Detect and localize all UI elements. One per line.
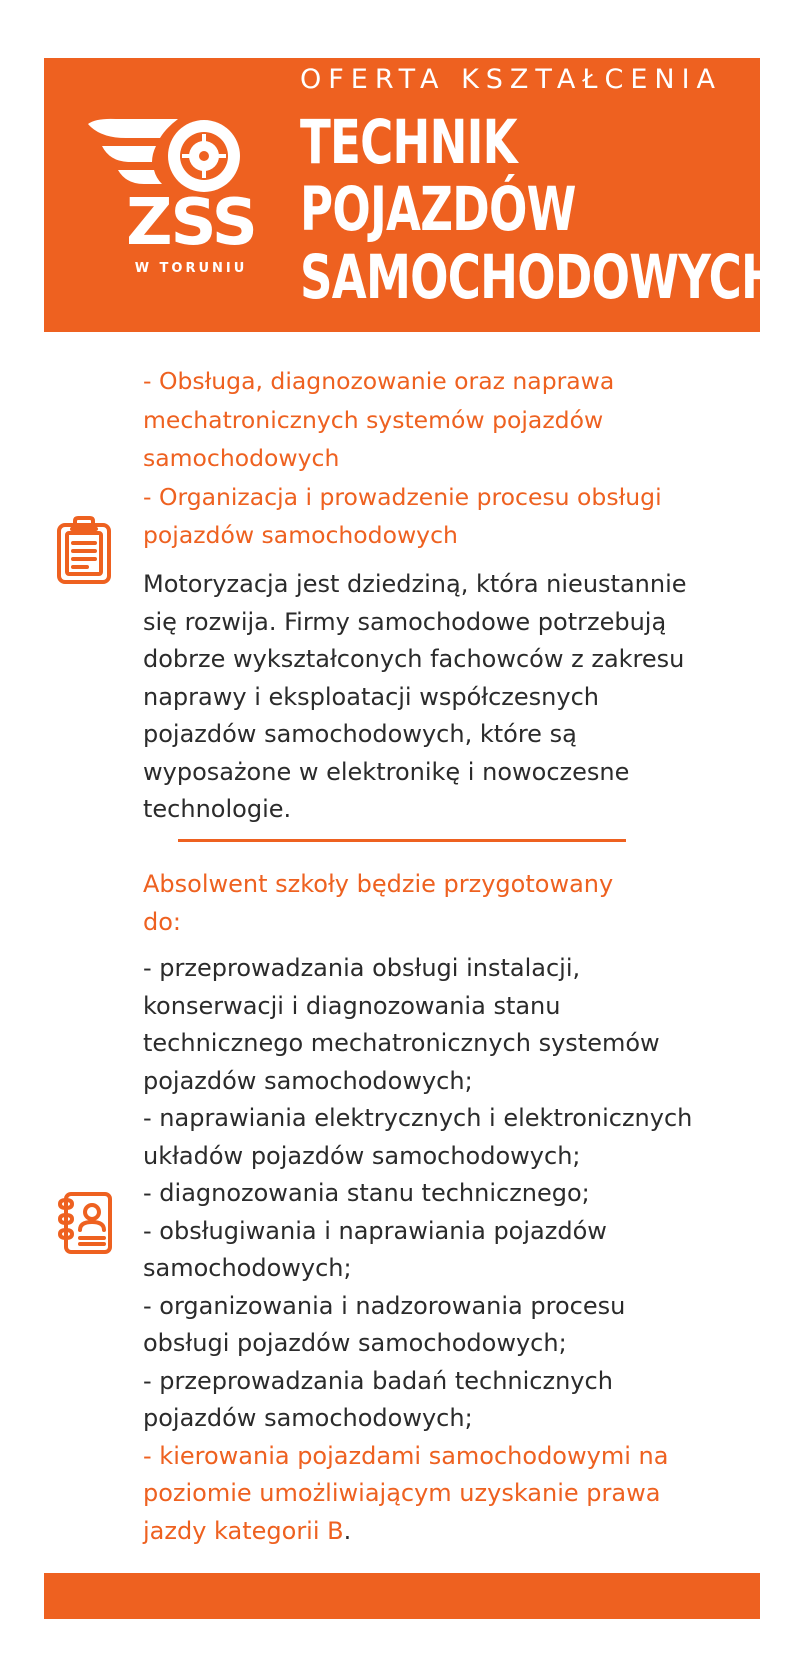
- intro-body-line: Motoryzacja jest dziedziną, która nieustannie: [143, 570, 687, 598]
- duty-line: pojazdów samochodowych;: [143, 1404, 473, 1432]
- title-line-2: POJAZDÓW: [300, 174, 576, 245]
- footer-bar: [44, 1573, 760, 1619]
- duty-line: - diagnozowania stanu technicznego;: [143, 1179, 590, 1207]
- duty-highlight-line: - kierowania pojazdami samochodowymi na: [143, 1441, 669, 1470]
- final-period: .: [343, 1516, 352, 1545]
- duty-line: - przeprowadzania badań technicznych: [143, 1366, 613, 1395]
- clipboard-icon: [56, 515, 112, 585]
- notebook-icon: [56, 1188, 112, 1258]
- offer-kicker: OFERTA KSZTAŁCENIA: [300, 64, 723, 95]
- intro-highlight-line: - Organizacja i prowadzenie procesu obsługi: [143, 482, 662, 511]
- section-divider: [178, 839, 626, 842]
- intro-highlight-line: pojazdów samochodowych: [143, 521, 458, 549]
- duty-highlight-line: poziomie umożliwiającym uzyskanie prawa: [143, 1479, 661, 1507]
- graduate-heading: [143, 866, 743, 941]
- school-logo: [86, 116, 296, 276]
- intro-highlight-line: - Obsługa, diagnozowanie oraz naprawa: [143, 367, 615, 395]
- graduate-heading-line: do:: [143, 907, 182, 936]
- title-line-1: TECHNIK: [300, 107, 517, 178]
- graduate-duties: [143, 950, 743, 1550]
- winged-wheel-icon: [88, 119, 240, 192]
- header-text: [300, 58, 779, 332]
- duty-line: - naprawiania elektrycznych i elektronicznych: [143, 1104, 693, 1132]
- intro-body-line: dobrze wykształconych fachowców z zakresu: [143, 645, 685, 673]
- intro-body: [143, 566, 743, 829]
- intro-body-line: wyposażone w elektronikę i nowoczesne: [143, 757, 630, 786]
- intro-body-line: technologie.: [143, 795, 292, 823]
- duty-line: - obsługiwania i naprawiania pojazdów: [143, 1216, 607, 1245]
- duty-line: samochodowych;: [143, 1254, 352, 1282]
- intro-highlight-line: mechatronicznych systemów pojazdów: [143, 405, 604, 434]
- duty-line: - organizowania i nadzorowania procesu: [143, 1291, 626, 1320]
- duty-line: technicznego mechatronicznych systemów: [143, 1029, 660, 1057]
- title-line-3: SAMOCHODOWYCH: [300, 242, 779, 313]
- duty-line: konserwacji i diagnozowania stanu: [143, 991, 561, 1020]
- intro-highlight-line: samochodowych: [143, 444, 340, 472]
- intro-body-line: się rozwija. Firmy samochodowe potrzebują: [143, 607, 667, 636]
- intro-body-line: pojazdów samochodowych, które są: [143, 720, 577, 748]
- duty-highlight-line: jazdy kategorii B: [143, 1516, 344, 1545]
- intro-body-line: naprawy i eksploatacji współczesnych: [143, 682, 599, 711]
- duty-final-line: [143, 1513, 743, 1551]
- duty-line: obsługi pojazdów samochodowych;: [143, 1329, 567, 1357]
- logo-name: ZSS: [126, 186, 256, 260]
- duty-line: - przeprowadzania obsługi instalacji,: [143, 954, 581, 982]
- duty-line: układów pojazdów samochodowych;: [143, 1141, 581, 1170]
- logo-subtitle: W TORUNIU: [134, 261, 248, 276]
- intro-highlight: [143, 362, 743, 555]
- graduate-heading-line: Absolwent szkoły będzie przygotowany: [143, 870, 614, 898]
- header-banner: [44, 58, 779, 332]
- duty-line: pojazdów samochodowych;: [143, 1066, 473, 1095]
